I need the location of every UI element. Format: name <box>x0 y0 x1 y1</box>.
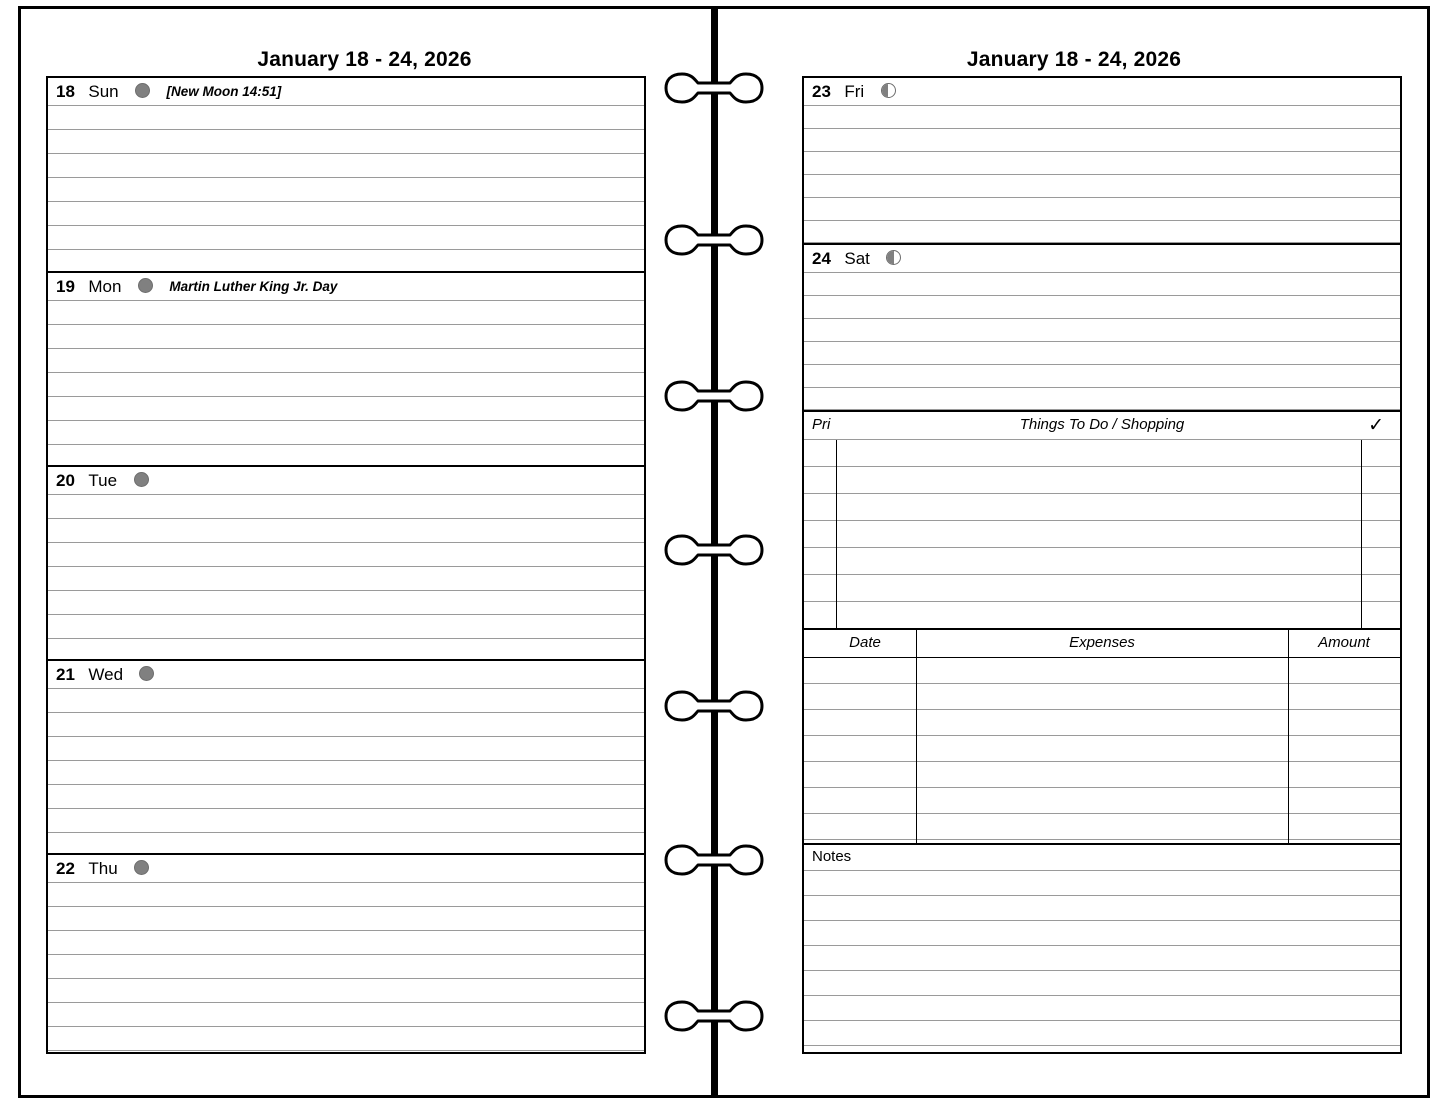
expenses-col-amount: Amount <box>1318 634 1370 651</box>
writing-lines[interactable] <box>48 106 644 271</box>
day-weekday: Mon <box>88 277 122 296</box>
day-number: 21 <box>56 665 75 684</box>
writing-lines[interactable] <box>48 495 644 659</box>
day-note: Martin Luther King Jr. Day <box>169 279 338 294</box>
day-weekday: Tue <box>88 471 118 490</box>
right-page-title: January 18 - 24, 2026 <box>966 48 1182 71</box>
todo-header <box>804 412 1400 440</box>
writing-lines[interactable] <box>48 689 644 853</box>
expenses-header <box>804 630 1400 658</box>
day-header-20 <box>48 467 644 495</box>
writing-lines[interactable] <box>48 301 644 465</box>
notes-section[interactable] <box>804 845 1400 1052</box>
right-page-grid <box>802 76 1402 1054</box>
todo-section[interactable] <box>804 412 1400 630</box>
left-page-title: January 18 - 24, 2026 <box>257 48 472 71</box>
moon-phase-icon <box>139 666 154 681</box>
moon-phase-icon <box>886 250 901 265</box>
day-block-20[interactable] <box>48 467 644 661</box>
day-weekday: Sat <box>844 249 870 268</box>
day-number: 22 <box>56 859 75 878</box>
notes-lines[interactable] <box>804 871 1400 1052</box>
left-page-day-grid <box>46 76 646 1054</box>
todo-title: Things To Do / Shopping <box>1019 416 1185 433</box>
day-header-24 <box>804 245 1400 273</box>
day-note: [New Moon 14:51] <box>166 84 282 99</box>
day-header-19 <box>48 273 644 301</box>
day-weekday: Thu <box>88 859 118 878</box>
todo-rows[interactable] <box>804 440 1400 628</box>
day-number: 24 <box>812 249 831 268</box>
todo-check-divider <box>1361 440 1362 628</box>
check-icon: ✓ <box>1368 415 1384 436</box>
expenses-amount-divider <box>1288 630 1289 843</box>
expenses-section[interactable] <box>804 630 1400 845</box>
day-header-18 <box>48 78 644 106</box>
left-page <box>18 6 711 1098</box>
right-page <box>718 6 1430 1098</box>
day-header-23 <box>804 78 1400 106</box>
day-weekday: Fri <box>844 82 865 101</box>
day-weekday: Wed <box>88 665 124 684</box>
day-number: 23 <box>812 82 831 101</box>
expenses-col-date: Date <box>849 634 881 651</box>
day-number: 20 <box>56 471 75 490</box>
day-weekday: Sun <box>88 82 119 101</box>
day-header-22 <box>48 855 644 883</box>
writing-lines[interactable] <box>804 106 1400 243</box>
day-number: 18 <box>56 82 75 101</box>
moon-phase-icon <box>138 278 153 293</box>
moon-phase-icon <box>134 860 149 875</box>
day-block-21[interactable] <box>48 661 644 855</box>
moon-phase-icon <box>881 83 896 98</box>
day-block-24[interactable] <box>804 245 1400 412</box>
writing-lines[interactable] <box>804 273 1400 410</box>
notes-label: Notes <box>812 848 852 865</box>
expenses-rows[interactable] <box>804 658 1400 843</box>
moon-phase-icon <box>135 83 150 98</box>
todo-priority-divider <box>836 440 837 628</box>
moon-phase-icon <box>134 472 149 487</box>
day-block-23[interactable] <box>804 78 1400 245</box>
expenses-date-divider <box>916 630 917 843</box>
day-block-19[interactable] <box>48 273 644 467</box>
expenses-col-expenses: Expenses <box>1069 634 1135 651</box>
day-number: 19 <box>56 277 75 296</box>
todo-priority-label: Pri <box>812 416 831 433</box>
day-block-18[interactable] <box>48 78 644 273</box>
day-block-22[interactable] <box>48 855 644 1052</box>
writing-lines[interactable] <box>48 883 644 1052</box>
day-header-21 <box>48 661 644 689</box>
